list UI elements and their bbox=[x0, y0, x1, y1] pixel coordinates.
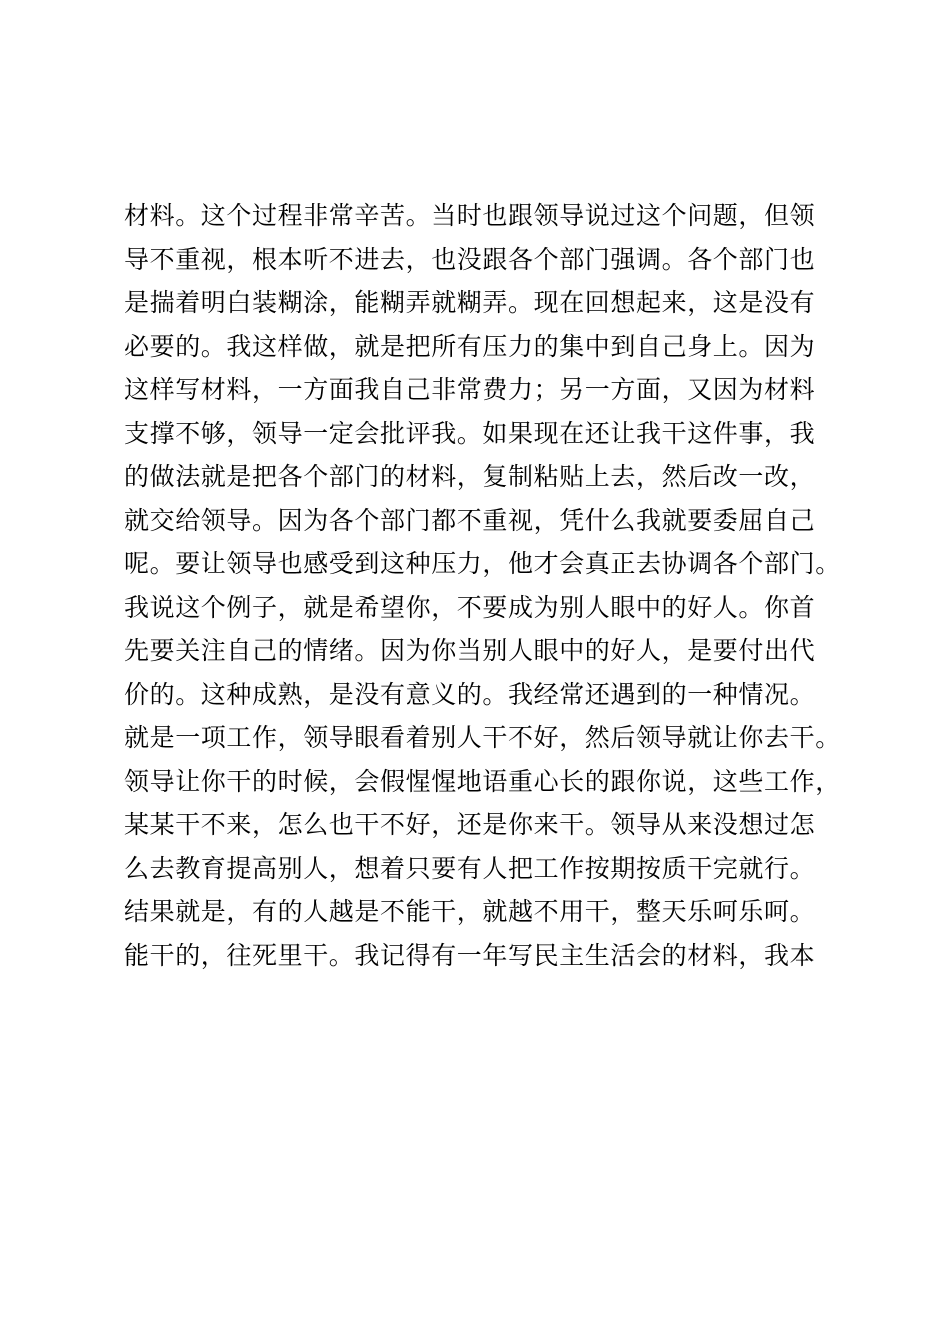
text-line: 导不重视，根本听不进去，也没跟各个部门强调。各个部门也 bbox=[124, 244, 816, 274]
text-line: 这样写材料，一方面我自己非常费力；另一方面，又因为材料 bbox=[124, 375, 816, 404]
text-line: 结果就是，有的人越是不能干，就越不用干，整天乐呵乐呵。 bbox=[124, 897, 816, 926]
text-line: 就是一项工作，领导眼看着别人干不好，然后领导就让你去干。 bbox=[124, 723, 841, 752]
text-line: 价的。这种成熟，是没有意义的。我经常还遇到的一种情况。 bbox=[124, 679, 816, 709]
text-line: 呢。要让领导也感受到这种压力，他才会真正去协调各个部门。 bbox=[124, 549, 841, 578]
text-line: 材料。这个过程非常辛苦。当时也跟领导说过这个问题，但领 bbox=[124, 201, 816, 230]
text-line: 就交给领导。因为各个部门都不重视，凭什么我就要委屈自己 bbox=[124, 505, 816, 535]
text-line: 领导让你干的时候，会假惺惺地语重心长的跟你说，这些工作， bbox=[124, 766, 841, 796]
text-line: 先要关注自己的情绪。因为你当别人眼中的好人，是要付出代 bbox=[124, 636, 816, 665]
text-line: 某某干不来，怎么也干不好，还是你来干。领导从来没想过怎 bbox=[124, 810, 816, 839]
text-line: 么去教育提高别人，想着只要有人把工作按期按质干完就行。 bbox=[124, 853, 816, 883]
text-line: 是揣着明白装糊涂，能糊弄就糊弄。现在回想起来，这是没有 bbox=[124, 288, 816, 317]
text-line: 的做法就是把各个部门的材料，复制粘贴上去，然后改一改， bbox=[124, 462, 816, 491]
text-line: 必要的。我这样做，就是把所有压力的集中到自己身上。因为 bbox=[124, 331, 816, 361]
text-line: 支撑不够，领导一定会批评我。如果现在还让我干这件事，我 bbox=[124, 418, 816, 448]
text-line: 我说这个例子，就是希望你，不要成为别人眼中的好人。你首 bbox=[124, 592, 816, 622]
body-text bbox=[124, 194, 844, 977]
text-line: 能干的，往死里干。我记得有一年写民主生活会的材料，我本 bbox=[124, 940, 816, 970]
